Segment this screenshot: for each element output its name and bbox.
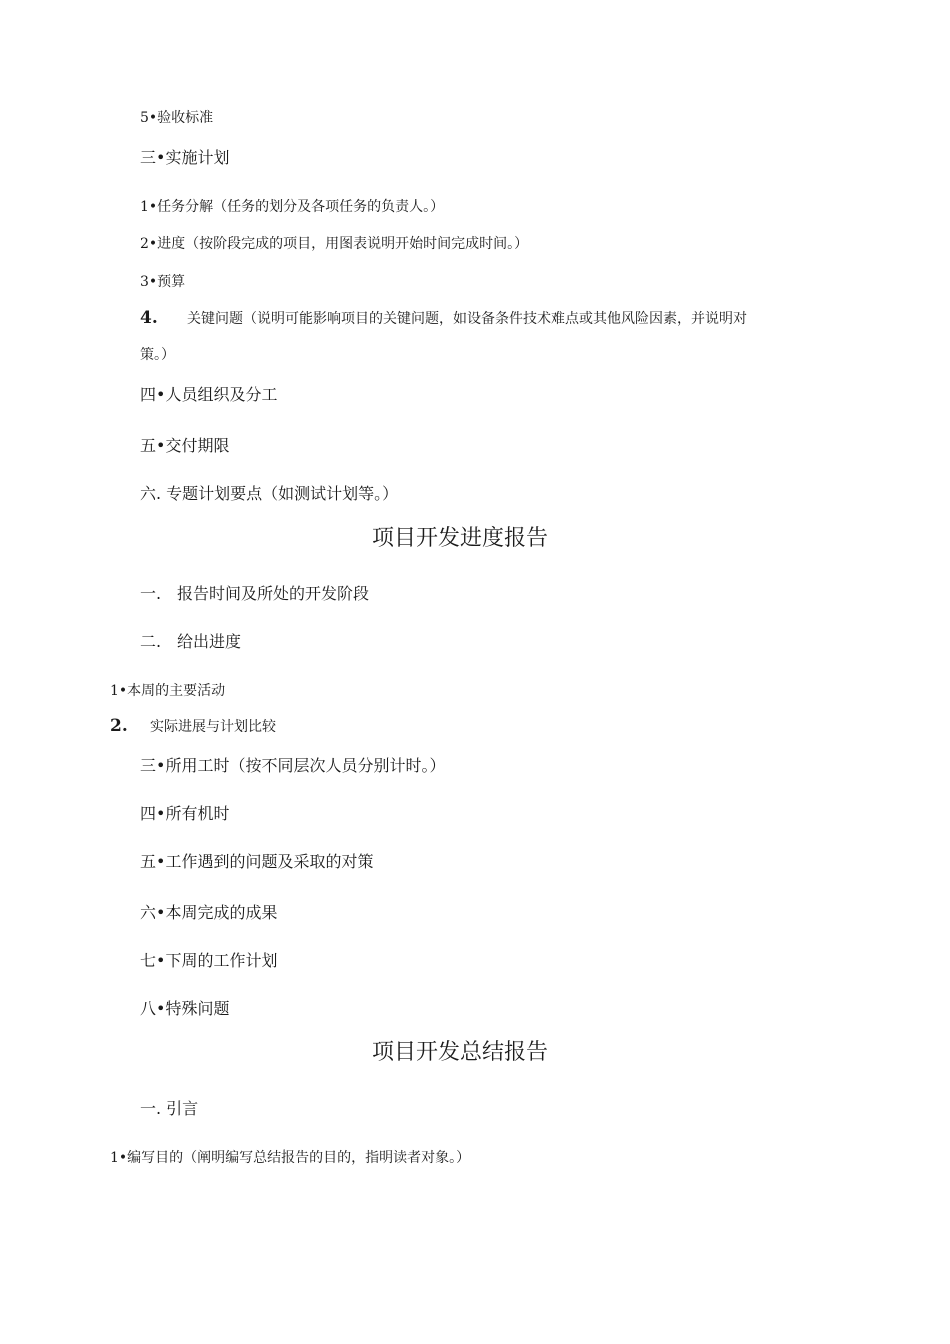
key-issues-continued: 策。）	[140, 347, 175, 363]
progress-section-6: 六•本周完成的成果	[140, 903, 278, 922]
progress-section-1: 报告时间及所处的开发阶段	[177, 584, 370, 603]
progress-section-2: 给出进度	[177, 632, 242, 651]
progress-section-2-number: 二.	[140, 632, 162, 651]
key-issues-number: 4.	[140, 308, 158, 328]
key-issues-item: 关键问题（说明可能影响项目的关键问题，如设备条件技术难点或其他风险因素，并说明对	[187, 311, 747, 327]
section-delivery-deadline: 五•交付期限	[140, 436, 230, 455]
progress-section-3: 三•所用工时（按不同层次人员分别计时。）	[140, 756, 446, 775]
progress-section-8: 八•特殊问题	[140, 999, 230, 1018]
section-staffing: 四•人员组织及分工	[140, 385, 278, 404]
summary-report-title: 项目开发总结报告	[371, 1040, 548, 1065]
progress-vs-plan-item: 实际进展与计划比较	[150, 719, 276, 735]
budget-item: 3•预算	[140, 274, 186, 290]
section-implementation-plan: 三•实施计划	[140, 148, 230, 167]
progress-section-5: 五•工作遇到的问题及采取的对策	[140, 852, 374, 871]
schedule-item: 2•进度（按阶段完成的项目，用图表说明开始时间完成时间。）	[140, 236, 529, 252]
progress-report-title: 项目开发进度报告	[371, 526, 548, 551]
progress-section-1-number: 一.	[140, 584, 162, 603]
section-special-plans: 六. 专题计划要点（如测试计划等。）	[140, 484, 399, 503]
progress-vs-plan-number: 2.	[110, 716, 128, 736]
writing-purpose-item: 1•编写目的（阐明编写总结报告的目的，指明读者对象。）	[110, 1150, 471, 1166]
summary-section-introduction: 一. 引言	[140, 1099, 199, 1118]
acceptance-criteria-item: 5•验收标准	[140, 110, 214, 126]
weekly-activities-item: 1•本周的主要活动	[110, 683, 226, 699]
progress-section-4: 四•所有机时	[140, 804, 230, 823]
task-breakdown-item: 1•任务分解（任务的划分及各项任务的负责人。）	[140, 199, 445, 215]
progress-section-7: 七•下周的工作计划	[140, 951, 278, 970]
